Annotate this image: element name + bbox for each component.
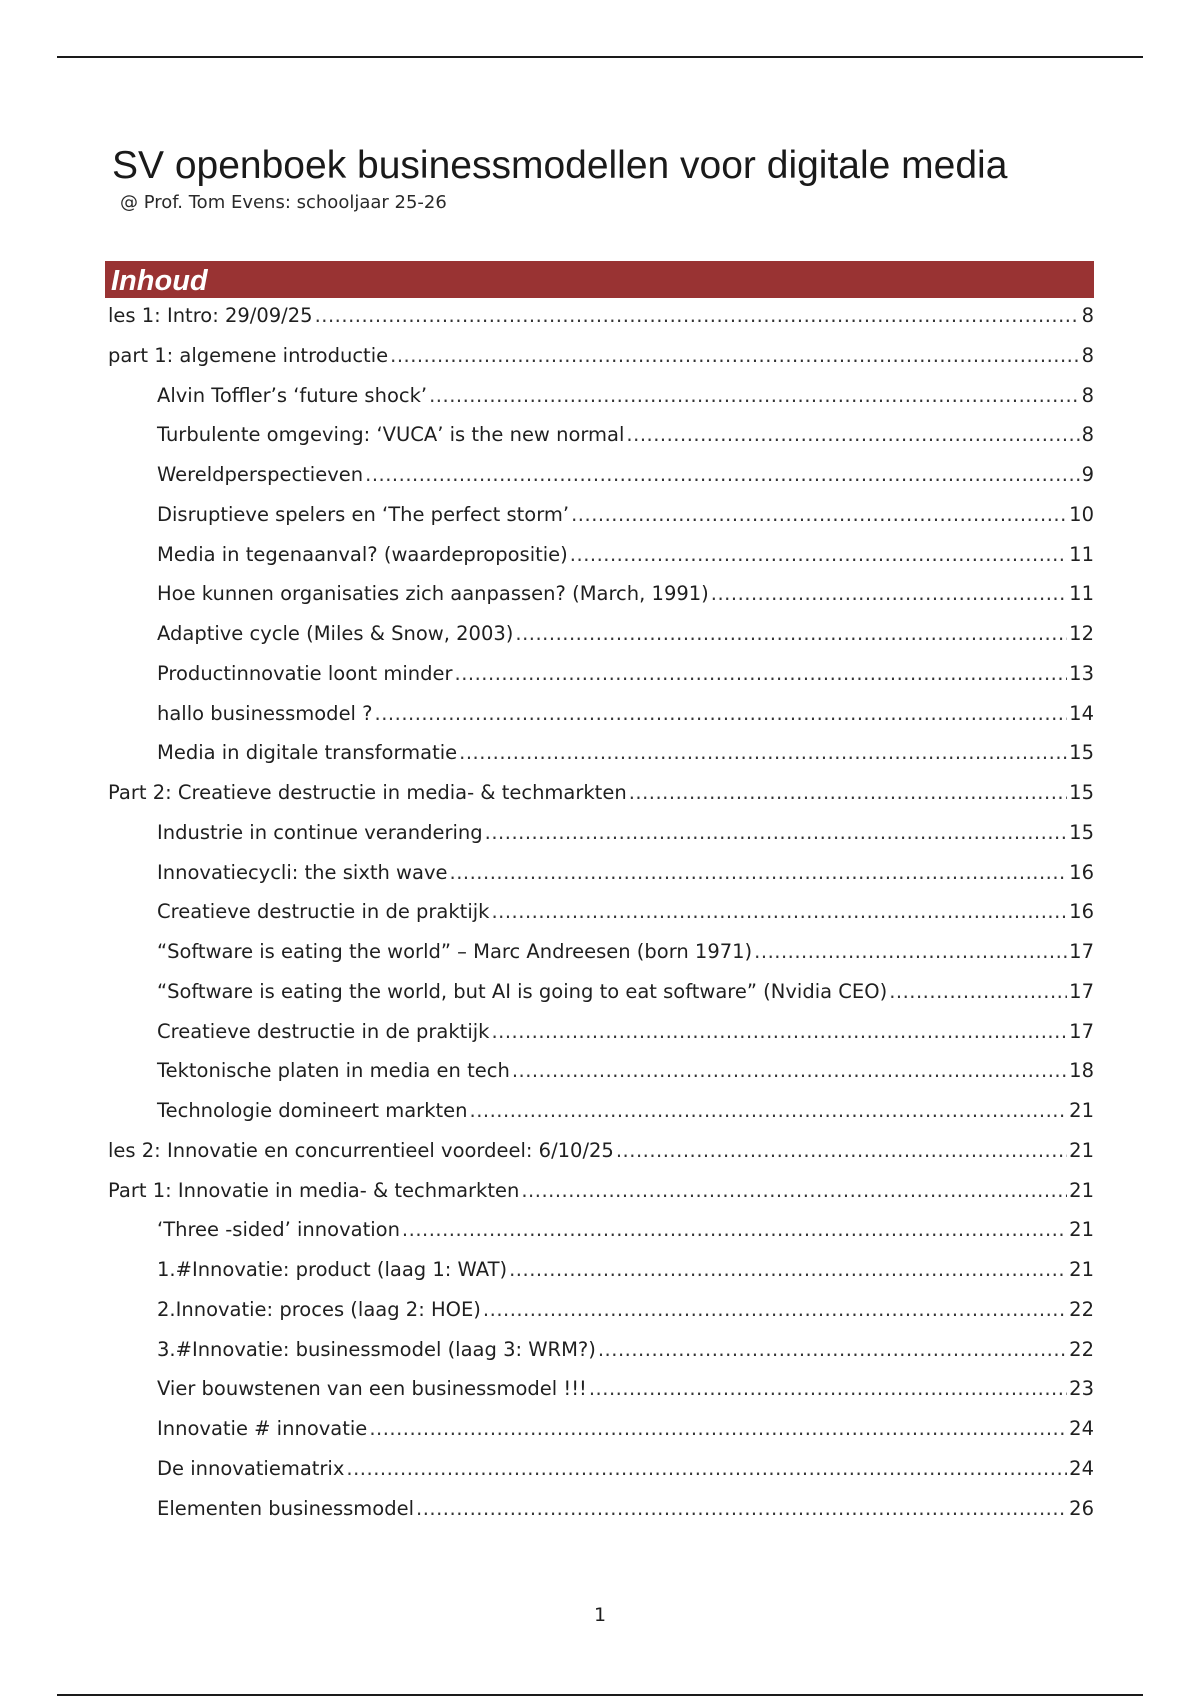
toc-entry-label: Media in digitale transformatie <box>157 741 458 765</box>
toc-dot-leader <box>416 1489 1067 1529</box>
toc-entry-page: 8 <box>1081 343 1094 367</box>
toc-entry-page: 11 <box>1069 542 1094 566</box>
toc-entry-page: 15 <box>1069 781 1094 804</box>
toc-entry-page: 24 <box>1069 1417 1094 1440</box>
toc-dot-leader <box>629 773 1067 813</box>
toc-entry[interactable] <box>108 694 1094 734</box>
toc-entry[interactable] <box>108 1051 1094 1091</box>
toc-dot-leader <box>570 535 1067 575</box>
toc-dot-leader <box>889 972 1067 1012</box>
toc-entry-page: 22 <box>1069 1297 1094 1321</box>
toc-dot-leader <box>315 296 1080 336</box>
toc-dot-leader <box>455 654 1068 694</box>
toc-entry[interactable] <box>108 1369 1094 1409</box>
toc-entry-page: 21 <box>1069 1258 1094 1281</box>
toc-dot-leader <box>459 733 1067 773</box>
toc-entry-label: Creatieve destructie in de praktijk <box>157 1019 490 1043</box>
toc-dot-leader <box>491 1012 1067 1052</box>
toc-entry-label: Adaptive cycle (Miles & Snow, 2003) <box>157 622 514 645</box>
toc-entry-page: 17 <box>1069 940 1094 963</box>
toc-entry-label: Tektonische platen in media en tech <box>157 1059 510 1083</box>
toc-entry[interactable] <box>108 1012 1094 1052</box>
toc-entry[interactable] <box>108 455 1094 495</box>
toc-dot-leader <box>754 932 1067 972</box>
toc-dot-leader <box>369 1409 1067 1449</box>
toc-dot-leader <box>346 1449 1067 1489</box>
toc-dot-leader <box>509 1250 1067 1290</box>
toc-entry-page: 10 <box>1069 502 1094 526</box>
toc-entry-page: 17 <box>1069 1019 1094 1043</box>
toc-entry[interactable] <box>108 574 1094 614</box>
toc-entry[interactable] <box>108 1171 1094 1211</box>
toc-entry[interactable] <box>108 376 1094 416</box>
toc-entry-page: 21 <box>1069 1218 1094 1242</box>
toc-entry-label: Part 2: Creatieve destructie in media- & techmarkten <box>108 781 627 804</box>
toc-entry[interactable] <box>108 1210 1094 1250</box>
toc-entry-label: Productinnovatie loont minder <box>157 661 453 685</box>
toc-entry-label: Industrie in continue verandering <box>157 820 483 844</box>
toc-entry[interactable] <box>108 733 1094 773</box>
toc-dot-leader <box>626 415 1079 455</box>
toc-dot-leader <box>589 1369 1067 1409</box>
toc-entry-page: 22 <box>1069 1337 1094 1361</box>
toc-dot-leader <box>483 1290 1067 1330</box>
toc-entry-page: 17 <box>1069 979 1094 1003</box>
toc-entry[interactable] <box>108 1091 1094 1131</box>
toc-heading-bar <box>105 261 1094 298</box>
toc-entry-label: Elementen businessmodel <box>157 1496 414 1520</box>
toc-dot-leader <box>429 376 1079 416</box>
bottom-rule <box>57 1694 1143 1696</box>
toc-entry[interactable] <box>108 1449 1094 1489</box>
toc-dot-leader <box>402 1210 1067 1250</box>
toc-entry-label: “Software is eating the world, but AI is going to eat software” (Nvidia CEO) <box>157 979 888 1003</box>
toc-dot-leader <box>450 853 1068 893</box>
toc-entry-page: 26 <box>1069 1496 1094 1520</box>
document-title: SV openboek businessmodellen voor digitale media <box>112 144 1008 187</box>
toc-entry[interactable] <box>108 1131 1094 1171</box>
toc-entry[interactable] <box>108 495 1094 535</box>
toc-entry-label: hallo businessmodel ? <box>157 701 373 725</box>
toc-dot-leader <box>512 1051 1067 1091</box>
toc-entry-page: 16 <box>1069 900 1094 924</box>
toc-entry-page: 8 <box>1081 383 1094 407</box>
toc-entry-page: 21 <box>1069 1099 1094 1122</box>
toc-entry-page: 15 <box>1069 820 1094 844</box>
toc-entry-page: 24 <box>1069 1456 1094 1480</box>
toc-dot-leader <box>491 892 1067 932</box>
toc-entry[interactable] <box>108 972 1094 1012</box>
toc-entry[interactable] <box>108 773 1094 813</box>
toc-entry[interactable] <box>108 654 1094 694</box>
toc-entry-label: De innovatiematrix <box>157 1456 345 1480</box>
toc-entry-label: Hoe kunnen organisaties zich aanpassen? (March, 1991) <box>157 582 709 606</box>
document-subtitle: @ Prof. Tom Evens: schooljaar 25-26 <box>120 192 447 213</box>
toc-entry-label: “Software is eating the world” – Marc Andreesen (born 1971) <box>157 940 753 963</box>
toc-entry-page: 12 <box>1069 622 1094 645</box>
toc-entry[interactable] <box>108 932 1094 972</box>
toc-entry-page: 13 <box>1069 661 1094 685</box>
page-number: 1 <box>593 1604 607 1626</box>
toc-heading: Inhoud <box>111 265 208 297</box>
toc-entry[interactable] <box>108 1330 1094 1370</box>
toc-dot-leader <box>598 1330 1067 1370</box>
toc-entry-page: 18 <box>1069 1059 1094 1083</box>
toc-entry-label: les 1: Intro: 29/09/25 <box>108 304 313 327</box>
toc-entry-label: Vier bouwstenen van een businessmodel !!! <box>157 1377 587 1401</box>
toc-entry[interactable] <box>108 296 1094 336</box>
toc-entry-page: 8 <box>1081 304 1094 327</box>
toc-entry[interactable] <box>108 1409 1094 1449</box>
toc-entry-label: Innovatie # innovatie <box>157 1417 368 1440</box>
toc-entry-page: 9 <box>1081 463 1094 486</box>
toc-entry-page: 11 <box>1069 582 1094 606</box>
toc-entry-label: Alvin Toffler’s ‘future shock’ <box>157 383 428 407</box>
toc-entry-label: Creatieve destructie in de praktijk <box>157 900 490 924</box>
table-of-contents <box>108 296 1094 1528</box>
toc-dot-leader <box>485 813 1068 853</box>
toc-entry-page: 23 <box>1069 1377 1094 1401</box>
toc-entry[interactable] <box>108 336 1094 376</box>
toc-dot-leader <box>515 614 1067 654</box>
toc-entry[interactable] <box>108 1489 1094 1529</box>
toc-entry-label: Disruptieve spelers en ‘The perfect storm’ <box>157 502 570 526</box>
toc-entry-page: 21 <box>1069 1178 1094 1202</box>
toc-entry-label: ‘Three -sided’ innovation <box>157 1218 400 1242</box>
toc-entry[interactable] <box>108 415 1094 455</box>
toc-entry-label: 2.Innovatie: proces (laag 2: HOE) <box>157 1297 481 1321</box>
toc-entry[interactable] <box>108 813 1094 853</box>
toc-entry-label: Part 1: Innovatie in media- & techmarkten <box>108 1178 520 1202</box>
toc-dot-leader <box>521 1171 1067 1211</box>
toc-entry-page: 16 <box>1069 860 1094 884</box>
toc-entry-label: 3.#Innovatie: businessmodel (laag 3: WRM?) <box>157 1337 596 1361</box>
toc-entry-label: Wereldperspectieven <box>157 463 364 486</box>
toc-entry[interactable] <box>108 1250 1094 1290</box>
toc-entry[interactable] <box>108 892 1094 932</box>
top-rule <box>57 56 1143 58</box>
toc-dot-leader <box>711 574 1067 614</box>
toc-entry-label: les 2: Innovatie en concurrentieel voordeel: 6/10/25 <box>108 1138 614 1162</box>
toc-entry[interactable] <box>108 1290 1094 1330</box>
toc-entry-label: Technologie domineert markten <box>157 1099 468 1122</box>
toc-entry-label: Turbulente omgeving: ‘VUCA’ is the new normal <box>157 423 625 447</box>
toc-dot-leader <box>365 455 1079 495</box>
toc-dot-leader <box>571 495 1067 535</box>
toc-dot-leader <box>390 336 1079 376</box>
toc-entry[interactable] <box>108 535 1094 575</box>
toc-entry-label: part 1: algemene introductie <box>108 343 389 367</box>
toc-entry-page: 21 <box>1069 1138 1094 1162</box>
toc-dot-leader <box>616 1131 1067 1171</box>
toc-entry-label: Innovatiecycli: the sixth wave <box>157 860 448 884</box>
toc-dot-leader <box>375 694 1068 734</box>
toc-dot-leader <box>470 1091 1068 1131</box>
toc-entry-label: 1.#Innovatie: product (laag 1: WAT) <box>157 1258 508 1281</box>
toc-entry-page: 15 <box>1069 741 1094 765</box>
toc-entry[interactable] <box>108 614 1094 654</box>
toc-entry[interactable] <box>108 853 1094 893</box>
toc-entry-label: Media in tegenaanval? (waardepropositie) <box>157 542 568 566</box>
toc-entry-page: 8 <box>1081 423 1094 447</box>
toc-entry-page: 14 <box>1069 701 1094 725</box>
